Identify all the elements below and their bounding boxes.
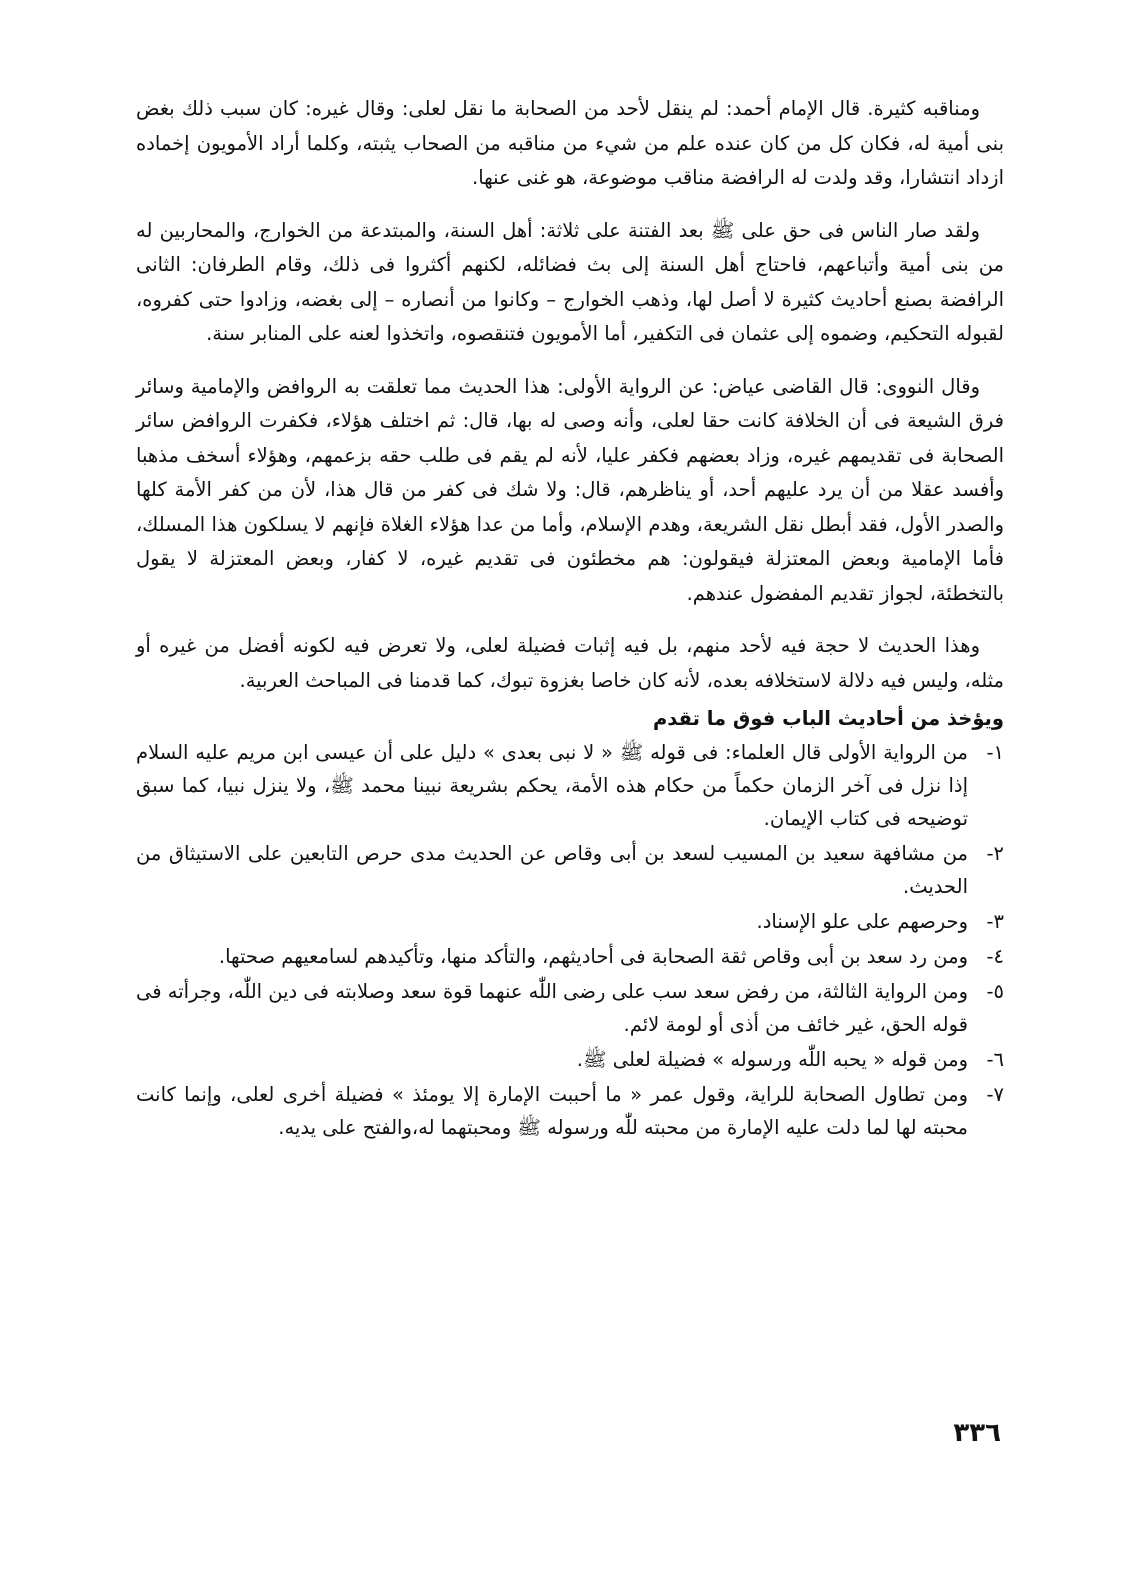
list-item	[136, 1078, 1004, 1144]
benefits-list	[136, 736, 1004, 1144]
list-item-text: ومن قوله « يحبه اللّٰه ورسوله » فضيلة لعلى ﷺ.	[576, 1048, 968, 1071]
list-item-text: وحرصهم على علو الإسناد.	[756, 910, 968, 933]
paragraph-4: وهذا الحديث لا حجة فيه لأحد منهم، بل فيه إثبات فضيلة لعلى، ولا تعرض فيه لكونه أفضل من غيره أو مثله، وليس فيه دلالة لاستخلافه بعده، لأنه كان خاصا بغزوة تبوك، كما قدمنا فى المباحث العربية.	[136, 634, 1004, 692]
list-item-number: ٥-	[986, 980, 1004, 1003]
list-item-number: ٧-	[986, 1083, 1004, 1106]
list-item-text: ومن رد سعد بن أبى وقاص ثقة الصحابة فى أحاديثهم، والتأكد منها، وتأكيدهم لسامعيهم صحتها.	[218, 945, 968, 968]
list-item-number: ٦-	[986, 1048, 1004, 1071]
paragraph-1: ومناقبه كثيرة. قال الإمام أحمد: لم ينقل لأحد من الصحابة ما نقل لعلى: وقال غيره: كان سبب ذلك بغض بنى أمية له، فكان كل من كان عنده علم من شيء من مناقبه من الصحاب يثبته، وكلما أراد الأمويون إخماده ازداد انتشارا، وقد ولدت له الرافضة مناقب موضوعة، هو غنى عنها.	[136, 97, 1004, 189]
list-item	[136, 1043, 1004, 1076]
list-item	[136, 905, 1004, 938]
page-number: ٣٣٦	[953, 1418, 1001, 1448]
list-item	[136, 736, 1004, 835]
list-item-text: من مشافهة سعيد بن المسيب لسعد بن أبى وقاص عن الحديث مدى حرص التابعين على الاستيثاق من الحديث.	[136, 842, 968, 898]
list-item-number: ٢-	[986, 842, 1004, 865]
paragraph-3: وقال النووى: قال القاضى عياض: عن الرواية الأولى: هذا الحديث مما تعلقت به الروافض والإمامية وسائر فرق الشيعة فى أن الخلافة كانت حقا لعلى، وأنه وصى له بها، قال: ثم اختلف هؤلاء، فكفرت الروافض سائر الصحابة فى تقديمهم غيره، وزاد بعضهم فكفر عليا، لأنه لم يقم فى طلب حقه بزعمهم، وهؤلاء أسخف مذهبا وأفسد عقلا من أن يرد عليهم أحد، أو يناظرهم، قال: ولا شك فى كفر من قال هذا، لأن من كفر الأمة كلها والصدر الأول، فقد أبطل نقل الشريعة، وهدم الإسلام، وأما من عدا هؤلاء الغلاة فإنهم لا يسلكون هذا المسلك، فأما الإمامية وبعض المعتزلة فيقولون: هم مخطئون فى تقديم غيره، لا كفار، وبعض المعتزلة لا يقول بالتخطئة، لجواز تقديم المفضول عندهم.	[136, 374, 1004, 605]
list-item	[136, 940, 1004, 973]
section-heading: ويؤخذ من أحاديث الباب فوق ما تقدم	[653, 707, 1004, 730]
list-item	[136, 975, 1004, 1041]
list-item-number: ٣-	[986, 910, 1004, 933]
list-item-text: من الرواية الأولى قال العلماء: فى قوله ﷺ « لا نبى بعدى » دليل على أن عيسى ابن مريم عليه السلام إذا نزل فى آخر الزمان حكماً من حكام هذه الأمة، يحكم بشريعة نبينا محمد ﷺ، ولا ينزل نبيا، كما سبق توضيحه فى كتاب الإيمان.	[136, 741, 968, 830]
paragraph-2: ولقد صار الناس فى حق على ﷺ بعد الفتنة على ثلاثة: أهل السنة، والمبتدعة من الخوارج، والمحاربين له من بنى أمية وأتباعهم، فاحتاج أهل السنة إلى بث فضائله، لكنهم أكثروا فى ذلك، وقام الطرفان: الثانى الرافضة بصنع أحاديث كثيرة لا أصل لها، وذهب الخوارج – وكانوا من أنصاره – إلى بغضه، وزادوا حتى كفروه، لقبوله التحكيم، وضموه إلى عثمان فى التكفير، أما الأمويون فتنقصوه، واتخذوا لعنه على المنابر سنة.	[136, 218, 1004, 345]
list-item-text: ومن الرواية الثالثة، من رفض سعد سب على رضى اللّٰه عنهما قوة سعد وصلابته فى دين اللّٰه، وجرأته فى قوله الحق، غير خائف من أذى أو لومة لائم.	[136, 980, 968, 1036]
list-item-text: ومن تطاول الصحابة للراية، وقول عمر « ما أحببت الإمارة إلا يومئذ » فضيلة أخرى لعلى، وإنما كانت محبته لها لما دلت عليه الإمارة من محبته للّٰه ورسوله ﷺ ومحبتهما له،والفتح على يديه.	[136, 1083, 968, 1139]
list-item-number: ١-	[986, 741, 1004, 764]
list-item-number: ٤-	[986, 945, 1004, 968]
list-item	[136, 837, 1004, 903]
page-body	[136, 92, 1004, 1146]
